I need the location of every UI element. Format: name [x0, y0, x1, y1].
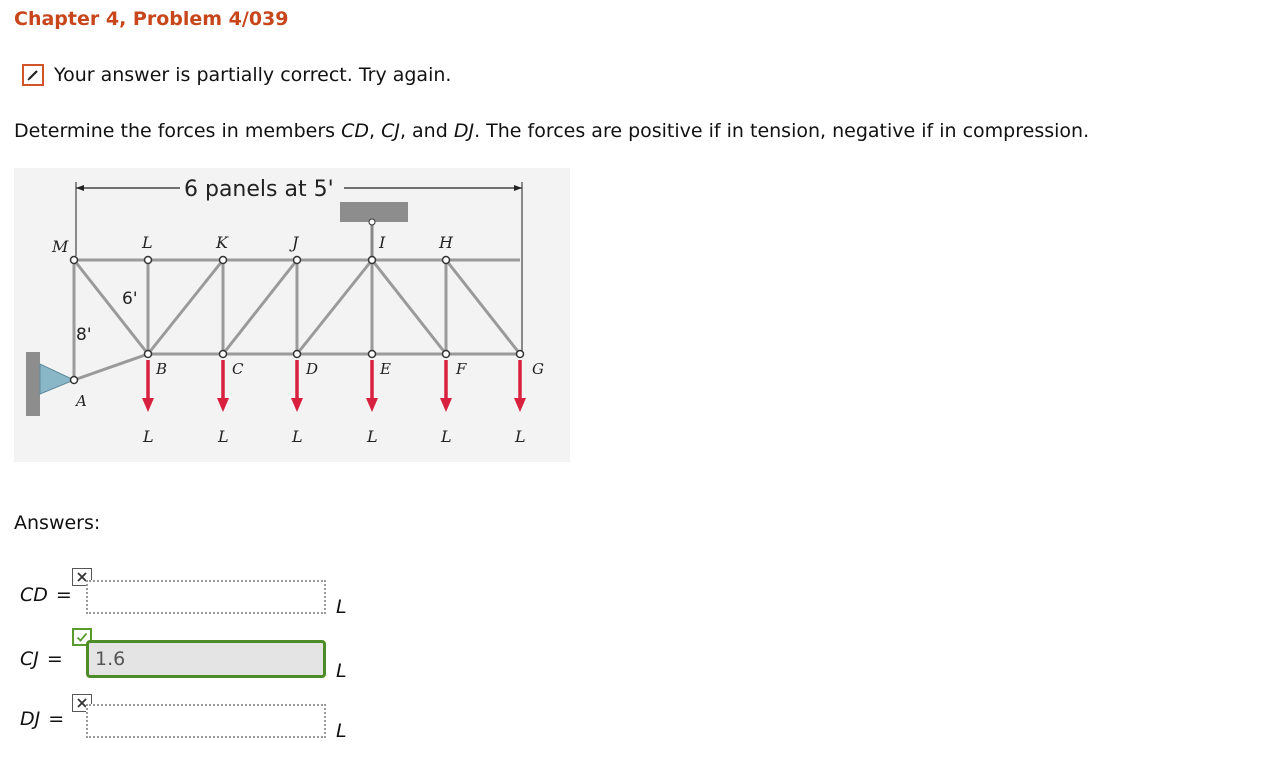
node-label-f: F	[456, 360, 467, 378]
node-label-a: A	[76, 392, 87, 410]
height-dimension-label: 6'	[122, 289, 138, 309]
question-prefix: Determine the forces in members	[14, 120, 342, 142]
node-label-c: C	[232, 360, 244, 378]
answer-row-cd	[0, 566, 400, 626]
answer-label-dj: DJ =	[20, 708, 65, 730]
question-sep: , and	[399, 120, 454, 142]
node-label-l: L	[142, 233, 153, 252]
support-dimension-label: 8'	[76, 325, 92, 345]
node-label-m: M	[52, 237, 69, 256]
question-suffix: . The forces are positive if in tension, negative if in compression.	[474, 120, 1090, 142]
wall-support	[26, 352, 40, 416]
answer-row-dj	[0, 692, 400, 752]
node-label-k: K	[216, 233, 228, 252]
node-label-h: H	[439, 233, 453, 252]
answer-label-cd: CD =	[20, 584, 72, 606]
load-label: L	[441, 427, 452, 446]
arrowhead-icon	[76, 185, 84, 191]
answer-label-cj: CJ =	[20, 648, 63, 670]
node-label-j: J	[292, 233, 299, 252]
answer-input-cj[interactable]	[86, 640, 326, 678]
member-cd-label: CD	[341, 120, 369, 142]
pin-bracket	[40, 364, 74, 394]
node-label-g: G	[532, 360, 544, 378]
span-label: 6 panels at 5'	[184, 177, 334, 202]
node-label-i: I	[379, 233, 386, 252]
member-dj-label: DJ	[453, 120, 475, 142]
ceiling-support	[340, 202, 408, 222]
load-label: L	[367, 427, 378, 446]
question-sep: ,	[368, 120, 382, 142]
load-label: L	[515, 427, 526, 446]
answer-input-dj[interactable]	[86, 704, 326, 738]
answer-unit-cd: L	[336, 596, 347, 618]
member-cj-label: CJ	[381, 120, 400, 142]
pencil-icon	[22, 64, 44, 86]
problem-title: Chapter 4, Problem 4/039	[14, 8, 289, 30]
load-label: L	[218, 427, 229, 446]
node-label-b: B	[156, 360, 168, 378]
status-message: Your answer is partially correct. Try again.	[54, 64, 452, 86]
answer-unit-cj: L	[336, 660, 347, 682]
answer-unit-dj: L	[336, 720, 347, 742]
hanger-pin	[369, 219, 375, 225]
answer-row-cj	[0, 626, 400, 686]
answer-status	[22, 64, 451, 86]
load-label: L	[143, 427, 154, 446]
answer-input-cd[interactable]	[86, 580, 326, 614]
load-label: L	[292, 427, 303, 446]
node-label-d: D	[306, 360, 319, 378]
arrowhead-icon	[514, 185, 522, 191]
node-label-e: E	[380, 360, 391, 378]
truss-diagram	[14, 168, 570, 462]
load-arrows	[142, 360, 526, 412]
question-text	[14, 120, 1089, 142]
answers-heading: Answers:	[14, 512, 101, 534]
truss-figure	[14, 168, 570, 462]
